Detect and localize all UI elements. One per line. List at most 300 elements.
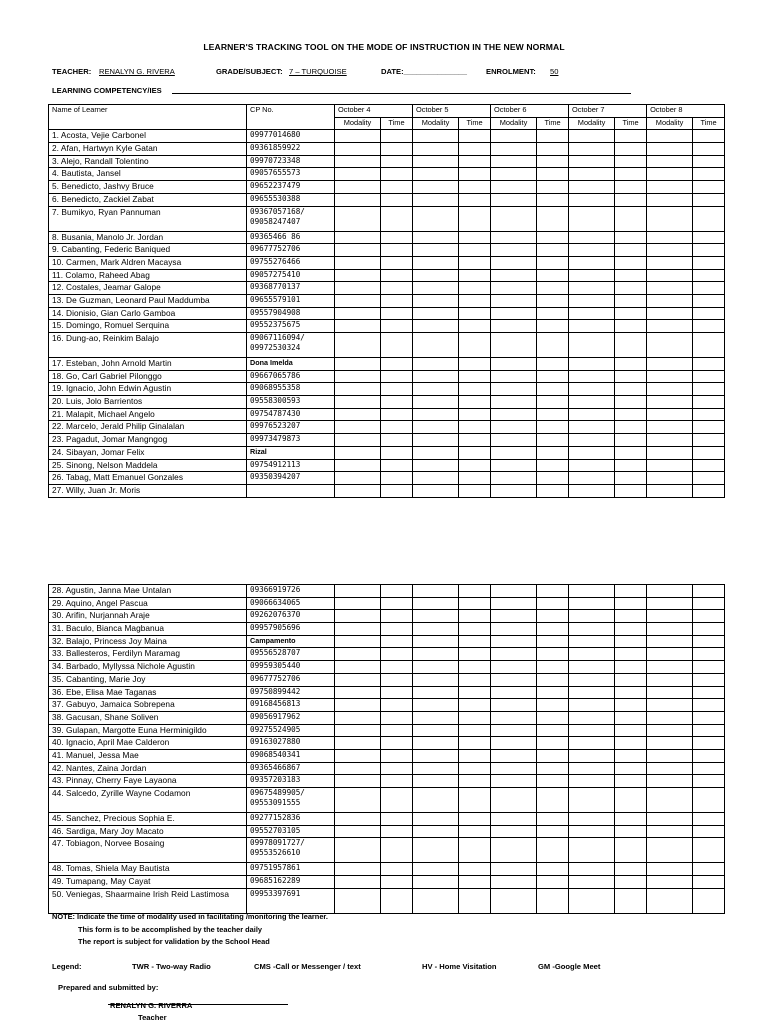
modality-cell[interactable] (335, 307, 381, 320)
time-cell[interactable] (459, 256, 491, 269)
modality-cell[interactable] (491, 711, 537, 724)
time-cell[interactable] (693, 585, 725, 598)
time-cell[interactable] (615, 206, 647, 231)
time-cell[interactable] (537, 610, 569, 623)
time-cell[interactable] (459, 788, 491, 813)
time-cell[interactable] (537, 585, 569, 598)
modality-cell[interactable] (413, 256, 459, 269)
modality-cell[interactable] (647, 876, 693, 889)
time-cell[interactable] (615, 623, 647, 636)
modality-cell[interactable] (647, 446, 693, 459)
time-cell[interactable] (615, 459, 647, 472)
modality-cell[interactable] (647, 686, 693, 699)
time-cell[interactable] (693, 699, 725, 712)
modality-cell[interactable] (491, 635, 537, 648)
time-cell[interactable] (615, 673, 647, 686)
modality-cell[interactable] (335, 661, 381, 674)
modality-cell[interactable] (569, 876, 615, 889)
time-cell[interactable] (537, 358, 569, 371)
time-cell[interactable] (537, 282, 569, 295)
time-cell[interactable] (459, 231, 491, 244)
modality-cell[interactable] (569, 724, 615, 737)
modality-cell[interactable] (335, 775, 381, 788)
modality-cell[interactable] (569, 788, 615, 813)
time-cell[interactable] (459, 383, 491, 396)
time-cell[interactable] (537, 370, 569, 383)
time-cell[interactable] (615, 168, 647, 181)
time-cell[interactable] (615, 396, 647, 409)
time-cell[interactable] (381, 711, 413, 724)
time-cell[interactable] (537, 143, 569, 156)
time-cell[interactable] (381, 648, 413, 661)
time-cell[interactable] (459, 143, 491, 156)
time-cell[interactable] (615, 661, 647, 674)
modality-cell[interactable] (569, 421, 615, 434)
time-cell[interactable] (381, 421, 413, 434)
time-cell[interactable] (459, 484, 491, 497)
time-cell[interactable] (381, 686, 413, 699)
modality-cell[interactable] (413, 294, 459, 307)
time-cell[interactable] (381, 434, 413, 447)
modality-cell[interactable] (413, 320, 459, 333)
modality-cell[interactable] (569, 775, 615, 788)
time-cell[interactable] (459, 749, 491, 762)
time-cell[interactable] (381, 724, 413, 737)
modality-cell[interactable] (413, 711, 459, 724)
modality-cell[interactable] (413, 648, 459, 661)
modality-cell[interactable] (491, 155, 537, 168)
modality-cell[interactable] (647, 130, 693, 143)
time-cell[interactable] (537, 699, 569, 712)
modality-cell[interactable] (569, 320, 615, 333)
time-cell[interactable] (693, 294, 725, 307)
modality-cell[interactable] (647, 269, 693, 282)
modality-cell[interactable] (413, 358, 459, 371)
time-cell[interactable] (381, 825, 413, 838)
modality-cell[interactable] (335, 181, 381, 194)
modality-cell[interactable] (413, 484, 459, 497)
modality-cell[interactable] (335, 699, 381, 712)
modality-cell[interactable] (569, 699, 615, 712)
modality-cell[interactable] (569, 648, 615, 661)
time-cell[interactable] (459, 396, 491, 409)
modality-cell[interactable] (569, 383, 615, 396)
modality-cell[interactable] (413, 206, 459, 231)
modality-cell[interactable] (647, 724, 693, 737)
time-cell[interactable] (693, 762, 725, 775)
modality-cell[interactable] (569, 168, 615, 181)
modality-cell[interactable] (491, 370, 537, 383)
time-cell[interactable] (459, 269, 491, 282)
modality-cell[interactable] (647, 396, 693, 409)
modality-cell[interactable] (647, 143, 693, 156)
modality-cell[interactable] (647, 825, 693, 838)
time-cell[interactable] (693, 244, 725, 257)
time-cell[interactable] (615, 256, 647, 269)
modality-cell[interactable] (335, 320, 381, 333)
time-cell[interactable] (537, 788, 569, 813)
modality-cell[interactable] (335, 421, 381, 434)
modality-cell[interactable] (491, 256, 537, 269)
time-cell[interactable] (693, 876, 725, 889)
modality-cell[interactable] (647, 788, 693, 813)
modality-cell[interactable] (647, 333, 693, 358)
time-cell[interactable] (381, 168, 413, 181)
modality-cell[interactable] (569, 673, 615, 686)
time-cell[interactable] (459, 888, 491, 913)
time-cell[interactable] (615, 143, 647, 156)
modality-cell[interactable] (647, 623, 693, 636)
modality-cell[interactable] (491, 459, 537, 472)
modality-cell[interactable] (491, 358, 537, 371)
time-cell[interactable] (693, 320, 725, 333)
time-cell[interactable] (537, 244, 569, 257)
modality-cell[interactable] (569, 155, 615, 168)
time-cell[interactable] (381, 383, 413, 396)
time-cell[interactable] (459, 648, 491, 661)
modality-cell[interactable] (647, 421, 693, 434)
time-cell[interactable] (537, 673, 569, 686)
time-cell[interactable] (459, 408, 491, 421)
time-cell[interactable] (693, 168, 725, 181)
time-cell[interactable] (693, 813, 725, 826)
modality-cell[interactable] (647, 434, 693, 447)
time-cell[interactable] (693, 396, 725, 409)
modality-cell[interactable] (569, 269, 615, 282)
modality-cell[interactable] (491, 193, 537, 206)
modality-cell[interactable] (491, 788, 537, 813)
time-cell[interactable] (537, 155, 569, 168)
time-cell[interactable] (693, 181, 725, 194)
modality-cell[interactable] (491, 269, 537, 282)
modality-cell[interactable] (491, 307, 537, 320)
time-cell[interactable] (459, 813, 491, 826)
time-cell[interactable] (537, 193, 569, 206)
time-cell[interactable] (381, 320, 413, 333)
modality-cell[interactable] (491, 244, 537, 257)
time-cell[interactable] (537, 472, 569, 485)
modality-cell[interactable] (413, 838, 459, 863)
modality-cell[interactable] (335, 863, 381, 876)
time-cell[interactable] (693, 775, 725, 788)
time-cell[interactable] (537, 775, 569, 788)
modality-cell[interactable] (647, 484, 693, 497)
modality-cell[interactable] (335, 206, 381, 231)
modality-cell[interactable] (491, 623, 537, 636)
time-cell[interactable] (615, 370, 647, 383)
time-cell[interactable] (537, 762, 569, 775)
time-cell[interactable] (381, 635, 413, 648)
time-cell[interactable] (693, 143, 725, 156)
time-cell[interactable] (459, 699, 491, 712)
time-cell[interactable] (459, 446, 491, 459)
time-cell[interactable] (459, 358, 491, 371)
time-cell[interactable] (693, 838, 725, 863)
time-cell[interactable] (537, 635, 569, 648)
modality-cell[interactable] (413, 762, 459, 775)
time-cell[interactable] (381, 788, 413, 813)
time-cell[interactable] (615, 294, 647, 307)
modality-cell[interactable] (413, 434, 459, 447)
modality-cell[interactable] (647, 585, 693, 598)
time-cell[interactable] (615, 788, 647, 813)
modality-cell[interactable] (413, 888, 459, 913)
modality-cell[interactable] (413, 610, 459, 623)
time-cell[interactable] (381, 294, 413, 307)
time-cell[interactable] (381, 143, 413, 156)
modality-cell[interactable] (335, 370, 381, 383)
modality-cell[interactable] (647, 472, 693, 485)
modality-cell[interactable] (569, 472, 615, 485)
modality-cell[interactable] (413, 446, 459, 459)
modality-cell[interactable] (647, 307, 693, 320)
modality-cell[interactable] (569, 661, 615, 674)
modality-cell[interactable] (569, 206, 615, 231)
time-cell[interactable] (459, 459, 491, 472)
modality-cell[interactable] (335, 585, 381, 598)
modality-cell[interactable] (413, 408, 459, 421)
time-cell[interactable] (459, 168, 491, 181)
modality-cell[interactable] (335, 130, 381, 143)
time-cell[interactable] (381, 408, 413, 421)
modality-cell[interactable] (413, 788, 459, 813)
time-cell[interactable] (615, 610, 647, 623)
modality-cell[interactable] (335, 193, 381, 206)
modality-cell[interactable] (569, 762, 615, 775)
time-cell[interactable] (459, 597, 491, 610)
modality-cell[interactable] (491, 597, 537, 610)
time-cell[interactable] (615, 434, 647, 447)
modality-cell[interactable] (491, 724, 537, 737)
time-cell[interactable] (381, 813, 413, 826)
modality-cell[interactable] (569, 459, 615, 472)
modality-cell[interactable] (491, 813, 537, 826)
modality-cell[interactable] (491, 396, 537, 409)
modality-cell[interactable] (335, 472, 381, 485)
modality-cell[interactable] (647, 838, 693, 863)
modality-cell[interactable] (335, 434, 381, 447)
modality-cell[interactable] (647, 737, 693, 750)
time-cell[interactable] (459, 294, 491, 307)
time-cell[interactable] (615, 320, 647, 333)
time-cell[interactable] (693, 737, 725, 750)
time-cell[interactable] (537, 888, 569, 913)
modality-cell[interactable] (569, 813, 615, 826)
modality-cell[interactable] (491, 231, 537, 244)
modality-cell[interactable] (335, 711, 381, 724)
time-cell[interactable] (693, 155, 725, 168)
time-cell[interactable] (615, 648, 647, 661)
time-cell[interactable] (537, 686, 569, 699)
time-cell[interactable] (381, 838, 413, 863)
time-cell[interactable] (381, 888, 413, 913)
modality-cell[interactable] (413, 673, 459, 686)
time-cell[interactable] (693, 231, 725, 244)
time-cell[interactable] (381, 206, 413, 231)
modality-cell[interactable] (413, 282, 459, 295)
modality-cell[interactable] (491, 143, 537, 156)
time-cell[interactable] (459, 775, 491, 788)
modality-cell[interactable] (413, 699, 459, 712)
time-cell[interactable] (537, 294, 569, 307)
modality-cell[interactable] (491, 737, 537, 750)
time-cell[interactable] (615, 472, 647, 485)
time-cell[interactable] (537, 231, 569, 244)
modality-cell[interactable] (335, 168, 381, 181)
modality-cell[interactable] (491, 699, 537, 712)
modality-cell[interactable] (647, 231, 693, 244)
time-cell[interactable] (615, 282, 647, 295)
time-cell[interactable] (537, 130, 569, 143)
modality-cell[interactable] (335, 231, 381, 244)
time-cell[interactable] (381, 762, 413, 775)
modality-cell[interactable] (335, 396, 381, 409)
time-cell[interactable] (459, 686, 491, 699)
modality-cell[interactable] (335, 269, 381, 282)
modality-cell[interactable] (647, 610, 693, 623)
time-cell[interactable] (459, 635, 491, 648)
time-cell[interactable] (537, 876, 569, 889)
time-cell[interactable] (537, 623, 569, 636)
time-cell[interactable] (615, 269, 647, 282)
time-cell[interactable] (693, 825, 725, 838)
time-cell[interactable] (381, 459, 413, 472)
time-cell[interactable] (615, 711, 647, 724)
time-cell[interactable] (615, 597, 647, 610)
time-cell[interactable] (693, 661, 725, 674)
time-cell[interactable] (459, 610, 491, 623)
time-cell[interactable] (459, 838, 491, 863)
modality-cell[interactable] (335, 256, 381, 269)
modality-cell[interactable] (569, 434, 615, 447)
modality-cell[interactable] (569, 863, 615, 876)
time-cell[interactable] (693, 863, 725, 876)
modality-cell[interactable] (647, 863, 693, 876)
modality-cell[interactable] (335, 244, 381, 257)
modality-cell[interactable] (413, 143, 459, 156)
time-cell[interactable] (459, 421, 491, 434)
modality-cell[interactable] (335, 876, 381, 889)
modality-cell[interactable] (335, 762, 381, 775)
modality-cell[interactable] (335, 408, 381, 421)
time-cell[interactable] (693, 383, 725, 396)
modality-cell[interactable] (413, 825, 459, 838)
time-cell[interactable] (693, 193, 725, 206)
modality-cell[interactable] (491, 130, 537, 143)
modality-cell[interactable] (491, 472, 537, 485)
modality-cell[interactable] (647, 244, 693, 257)
time-cell[interactable] (381, 699, 413, 712)
time-cell[interactable] (615, 446, 647, 459)
time-cell[interactable] (615, 863, 647, 876)
modality-cell[interactable] (647, 635, 693, 648)
time-cell[interactable] (459, 130, 491, 143)
time-cell[interactable] (615, 193, 647, 206)
modality-cell[interactable] (647, 294, 693, 307)
modality-cell[interactable] (491, 294, 537, 307)
modality-cell[interactable] (413, 231, 459, 244)
time-cell[interactable] (537, 825, 569, 838)
time-cell[interactable] (615, 155, 647, 168)
modality-cell[interactable] (569, 711, 615, 724)
modality-cell[interactable] (569, 585, 615, 598)
time-cell[interactable] (615, 749, 647, 762)
time-cell[interactable] (381, 661, 413, 674)
time-cell[interactable] (381, 307, 413, 320)
modality-cell[interactable] (413, 775, 459, 788)
time-cell[interactable] (537, 737, 569, 750)
modality-cell[interactable] (413, 623, 459, 636)
time-cell[interactable] (537, 863, 569, 876)
modality-cell[interactable] (413, 737, 459, 750)
modality-cell[interactable] (335, 888, 381, 913)
time-cell[interactable] (381, 623, 413, 636)
time-cell[interactable] (693, 749, 725, 762)
time-cell[interactable] (537, 333, 569, 358)
modality-cell[interactable] (491, 876, 537, 889)
modality-cell[interactable] (413, 724, 459, 737)
time-cell[interactable] (693, 484, 725, 497)
time-cell[interactable] (615, 724, 647, 737)
time-cell[interactable] (693, 635, 725, 648)
modality-cell[interactable] (413, 307, 459, 320)
modality-cell[interactable] (569, 686, 615, 699)
modality-cell[interactable] (335, 333, 381, 358)
modality-cell[interactable] (335, 446, 381, 459)
modality-cell[interactable] (413, 244, 459, 257)
time-cell[interactable] (459, 206, 491, 231)
modality-cell[interactable] (335, 294, 381, 307)
modality-cell[interactable] (647, 282, 693, 295)
modality-cell[interactable] (335, 825, 381, 838)
modality-cell[interactable] (491, 749, 537, 762)
modality-cell[interactable] (413, 876, 459, 889)
time-cell[interactable] (381, 737, 413, 750)
time-cell[interactable] (459, 876, 491, 889)
time-cell[interactable] (459, 434, 491, 447)
time-cell[interactable] (693, 256, 725, 269)
modality-cell[interactable] (647, 155, 693, 168)
modality-cell[interactable] (647, 370, 693, 383)
modality-cell[interactable] (491, 888, 537, 913)
modality-cell[interactable] (413, 597, 459, 610)
modality-cell[interactable] (647, 193, 693, 206)
time-cell[interactable] (615, 686, 647, 699)
modality-cell[interactable] (335, 737, 381, 750)
modality-cell[interactable] (491, 762, 537, 775)
modality-cell[interactable] (413, 155, 459, 168)
time-cell[interactable] (537, 711, 569, 724)
modality-cell[interactable] (335, 838, 381, 863)
time-cell[interactable] (615, 762, 647, 775)
modality-cell[interactable] (335, 282, 381, 295)
modality-cell[interactable] (491, 838, 537, 863)
time-cell[interactable] (693, 711, 725, 724)
modality-cell[interactable] (413, 459, 459, 472)
time-cell[interactable] (615, 181, 647, 194)
modality-cell[interactable] (491, 661, 537, 674)
modality-cell[interactable] (569, 408, 615, 421)
time-cell[interactable] (381, 876, 413, 889)
modality-cell[interactable] (569, 333, 615, 358)
time-cell[interactable] (537, 307, 569, 320)
modality-cell[interactable] (569, 193, 615, 206)
modality-cell[interactable] (647, 711, 693, 724)
modality-cell[interactable] (335, 143, 381, 156)
time-cell[interactable] (459, 661, 491, 674)
modality-cell[interactable] (335, 623, 381, 636)
modality-cell[interactable] (413, 333, 459, 358)
